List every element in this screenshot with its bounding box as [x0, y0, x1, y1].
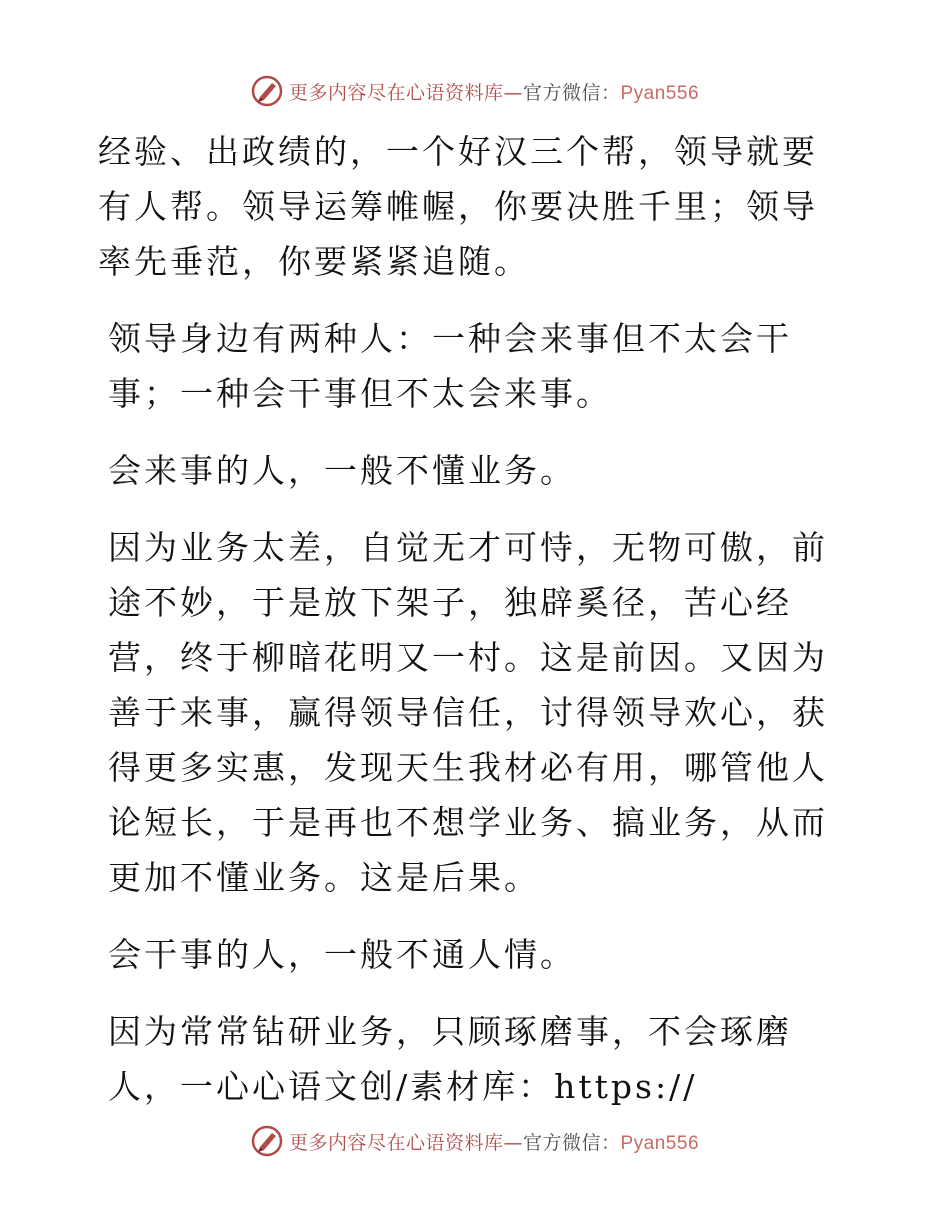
paragraph: 经验、出政绩的，一个好汉三个帮，领导就要有人帮。领导运筹帷幄，你要决胜千里；领导率先垂范，你要紧紧追随。 — [98, 132, 818, 281]
banner-wechat-id: Pyan556 — [620, 1132, 700, 1154]
footer-banner — [0, 1124, 950, 1158]
paragraph: 会来事的人，一般不懂业务。 — [108, 451, 576, 490]
pen-logo-icon — [251, 75, 283, 107]
banner-wechat-label: 官方微信： — [522, 1131, 621, 1154]
paragraph: 领导身边有两种人：一种会来事但不太会干事；一种会干事但不太会来事。 — [108, 319, 792, 413]
banner-text — [289, 1128, 699, 1155]
banner-title: 更多内容尽在心语资料库— — [288, 81, 523, 104]
banner-text — [289, 78, 699, 105]
banner-title: 更多内容尽在心语资料库— — [288, 1131, 523, 1154]
banner-wechat-label: 官方微信： — [522, 81, 621, 104]
paragraph: 因为业务太差，自觉无才可恃，无物可傲，前途不妙，于是放下架子，独辟奚径，苦心经营，终于柳暗花明又一村。这是前因。又因为善于来事，赢得领导信任，讨得领导欢心，获得更多实惠，发现天生我材必有用，哪管他人论短长，于是再也不想学业务、搞业务，从而更加不懂业务。这是后果。 — [108, 528, 828, 897]
header-banner — [0, 74, 950, 108]
paragraph: 会干事的人，一般不通人情。 — [108, 935, 576, 974]
pen-logo-icon — [251, 1125, 283, 1157]
document-body — [98, 124, 850, 1106]
banner-wechat-id: Pyan556 — [620, 82, 700, 104]
paragraph: 因为常常钻研业务，只顾琢磨事，不会琢磨人，一心心语文创/素材库：https:// — [108, 1012, 792, 1106]
